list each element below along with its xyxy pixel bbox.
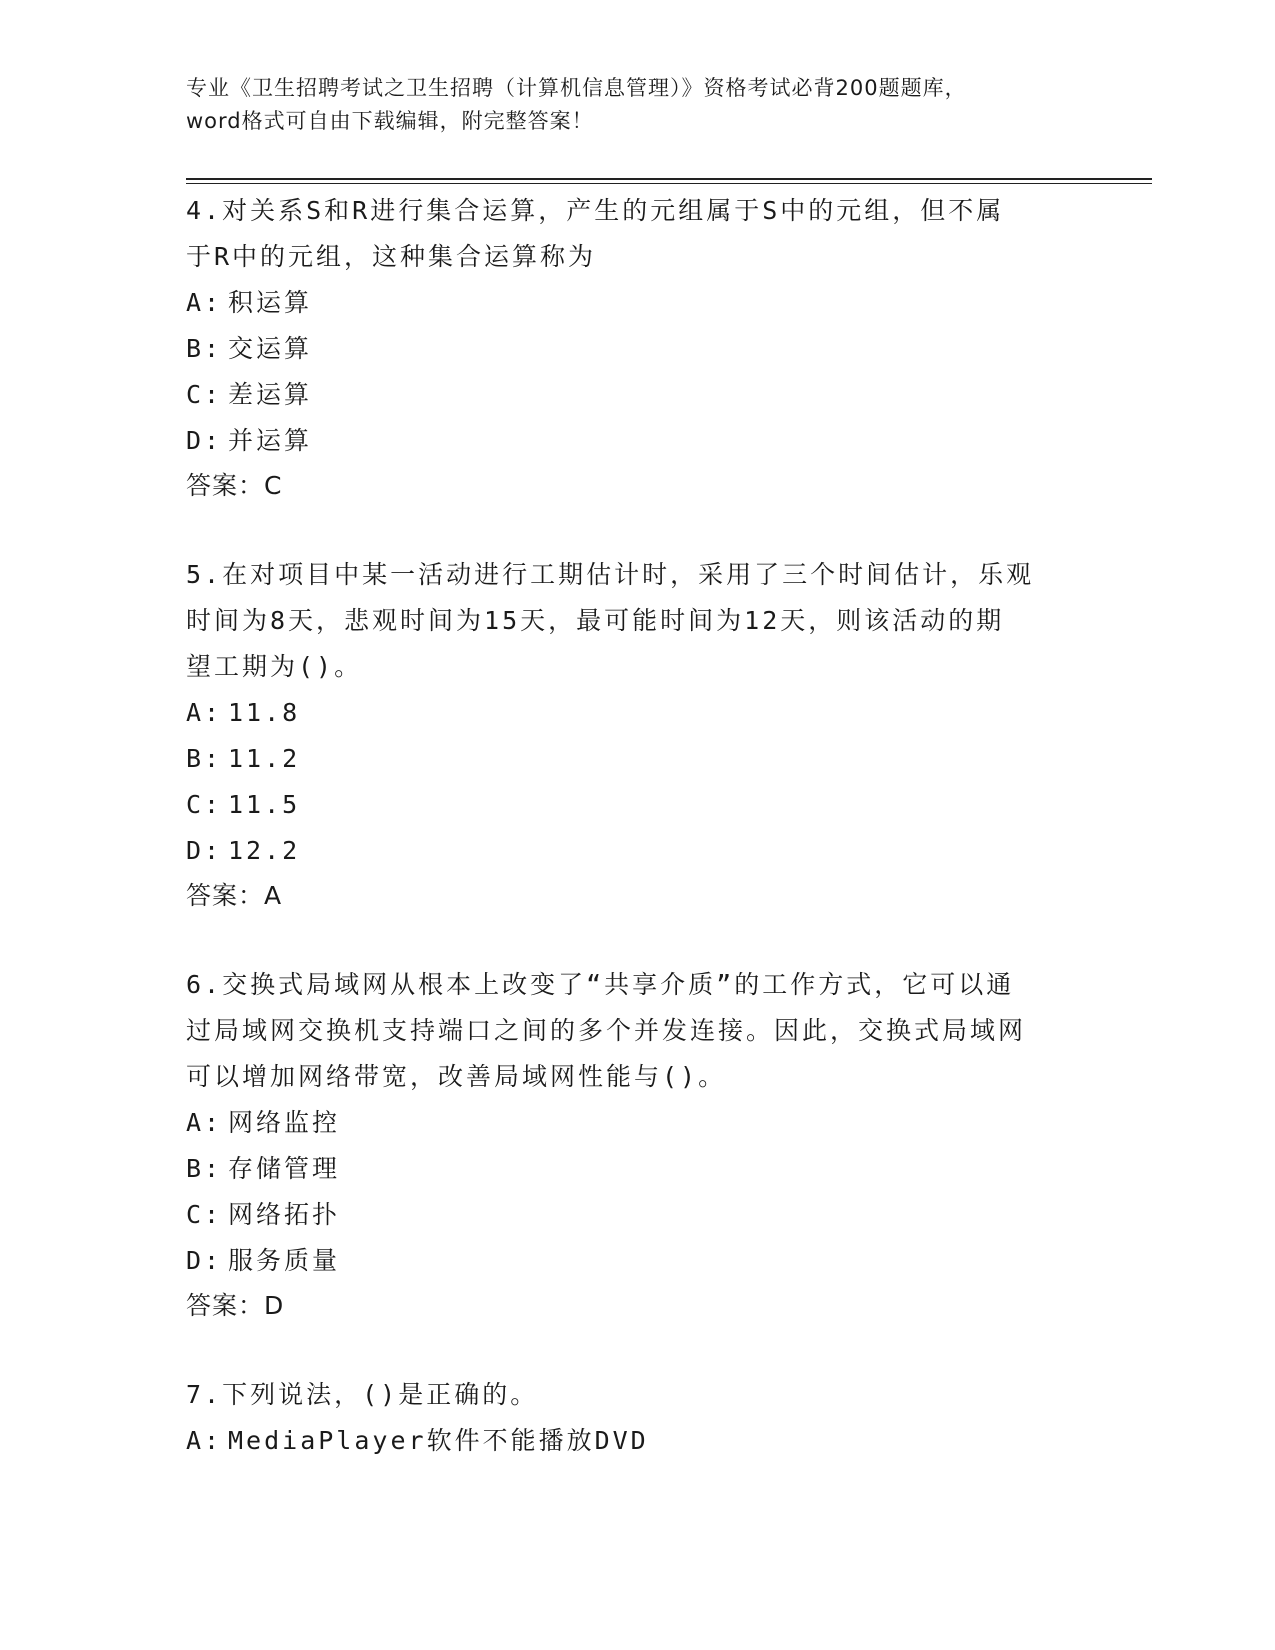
question-stem: 可以增加网络带宽，改善局域网性能与()。 (186, 1062, 727, 1091)
question-stem: 4.对关系S和R进行集合运算，产生的元组属于S中的元组，但不属 (186, 196, 1005, 225)
option-text: 积运算 (228, 288, 313, 317)
question-stem: 时间为8天，悲观时间为15天，最可能时间为12天，则该活动的期 (186, 606, 1005, 635)
option-a (186, 690, 1106, 736)
option-text: 12.2 (228, 836, 301, 865)
option-key: A: (186, 1108, 223, 1137)
question-stem: 7.下列说法，()是正确的。 (186, 1380, 539, 1409)
option-a (186, 1100, 1106, 1146)
option-a (186, 280, 1106, 326)
option-c (186, 372, 1106, 418)
option-d (186, 828, 1106, 874)
option-text: 11.5 (228, 790, 301, 819)
question-stem: 过局域网交换机支持端口之间的多个并发连接。因此，交换式局域网 (186, 1016, 1027, 1045)
question-stem: 5.在对项目中某一活动进行工期估计时，采用了三个时间估计，乐观 (186, 560, 1035, 589)
answer-line: 答案：C (186, 471, 283, 500)
header-line: 专业《卫生招聘考试之卫生招聘（计算机信息管理）》资格考试必背200题题库， (186, 76, 967, 100)
question-list (186, 188, 1106, 1508)
option-key: B: (186, 744, 223, 773)
header-divider (186, 178, 1152, 180)
option-text: 交运算 (228, 334, 313, 363)
option-key: A: (186, 288, 223, 317)
option-key: C: (186, 380, 223, 409)
option-text: 差运算 (228, 380, 313, 409)
option-b (186, 736, 1106, 782)
option-text: 存储管理 (228, 1154, 341, 1183)
option-text: 11.8 (228, 698, 301, 727)
option-text: 网络监控 (228, 1108, 341, 1137)
header-line: word格式可自由下载编辑，附完整答案！ (186, 109, 594, 133)
option-c (186, 782, 1106, 828)
question-7 (186, 1372, 1106, 1464)
option-text: 并运算 (228, 426, 313, 455)
option-b (186, 326, 1106, 372)
option-d (186, 418, 1106, 464)
option-key: D: (186, 426, 223, 455)
question-4 (186, 188, 1106, 508)
question-5 (186, 552, 1106, 918)
option-text: 11.2 (228, 744, 301, 773)
option-key: C: (186, 1200, 223, 1229)
option-key: B: (186, 1154, 223, 1183)
document-header (186, 72, 1086, 138)
option-key: A: (186, 698, 223, 727)
option-c (186, 1192, 1106, 1238)
question-stem: 于R中的元组，这种集合运算称为 (186, 242, 597, 271)
option-b (186, 1146, 1106, 1192)
answer-line: 答案：A (186, 881, 283, 910)
option-text: 网络拓扑 (228, 1200, 341, 1229)
option-key: D: (186, 1246, 223, 1275)
question-6 (186, 962, 1106, 1328)
option-a (186, 1418, 1106, 1464)
option-d (186, 1238, 1106, 1284)
header-divider-thin (186, 183, 1152, 184)
question-stem: 望工期为()。 (186, 652, 363, 681)
option-key: A: (186, 1426, 223, 1455)
option-key: B: (186, 334, 223, 363)
answer-line: 答案：D (186, 1291, 285, 1320)
question-stem: 6.交换式局域网从根本上改变了“共享介质”的工作方式，它可以通 (186, 970, 1015, 999)
option-key: C: (186, 790, 223, 819)
option-text: MediaPlayer软件不能播放DVD (228, 1426, 649, 1455)
option-text: 服务质量 (228, 1246, 341, 1275)
option-key: D: (186, 836, 223, 865)
